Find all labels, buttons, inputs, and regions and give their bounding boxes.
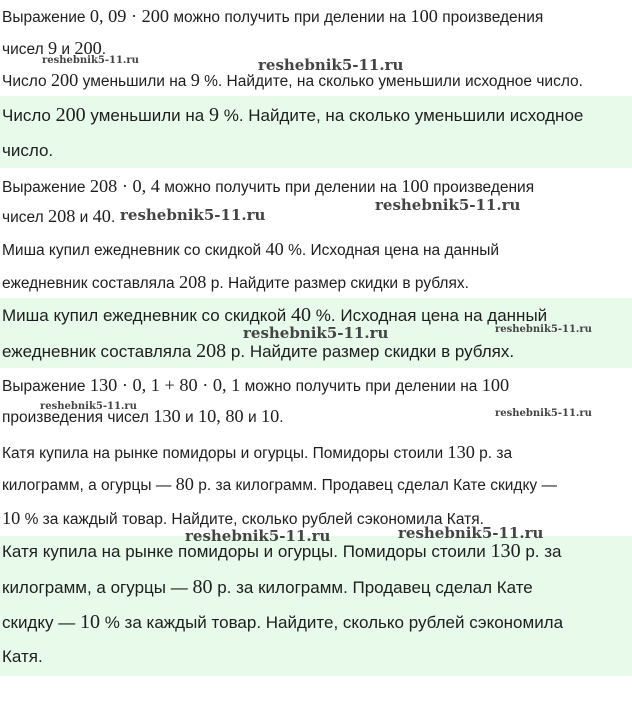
problem-line xyxy=(2,141,53,161)
math-number: 10, 80 xyxy=(197,406,244,426)
problem-line xyxy=(2,206,115,227)
math-number: 208 xyxy=(196,340,227,362)
math-expression: 130 · 0, 1 + 80 · 0, 1 xyxy=(89,375,241,395)
watermark: reshebnik5-11.ru xyxy=(243,324,389,342)
problem-line xyxy=(2,104,583,127)
watermark: reshebnik5-11.ru xyxy=(42,55,139,66)
math-number: 80 xyxy=(175,474,194,494)
watermark: reshebnik5-11.ru xyxy=(375,196,521,214)
math-number: 10 xyxy=(79,611,100,633)
problem-line xyxy=(2,340,514,363)
math-number: 130 xyxy=(490,540,521,562)
problem-line xyxy=(2,442,512,463)
text-segment: р. за xyxy=(474,445,513,462)
math-number: 100 xyxy=(410,6,438,26)
text-segment: Миша купил ежедневник со скидкой xyxy=(2,242,266,259)
math-number: 40 xyxy=(291,304,312,326)
text-segment: чисел xyxy=(2,41,48,58)
math-number: 40 xyxy=(92,206,111,226)
text-segment: р. за xyxy=(520,542,562,561)
text-segment: и xyxy=(57,41,75,58)
problem-line xyxy=(2,474,557,495)
text-segment: ежедневник составляла xyxy=(2,342,197,361)
math-number: 10 xyxy=(260,406,280,426)
text-segment: % за каждый товар. Найдите, сколько рублей сэкономила xyxy=(99,613,564,632)
text-segment: можно получить при делении на xyxy=(240,378,482,395)
math-number: 208 xyxy=(47,206,76,226)
watermark: reshebnik5-11.ru xyxy=(185,527,331,545)
text-segment: %. Найдите, на сколько уменьшили исходное число. xyxy=(199,73,583,90)
watermark: reshebnik5-11.ru xyxy=(120,206,266,224)
text-segment: Выражение xyxy=(2,179,90,196)
text-segment: % за каждый товар. Найдите, сколько рублей сэкономила Катя. xyxy=(20,511,484,528)
watermark: reshebnik5-11.ru xyxy=(40,401,137,412)
text-segment: произведения xyxy=(428,179,535,196)
text-segment: Выражение xyxy=(2,378,90,395)
watermark: reshebnik5-11.ru xyxy=(258,56,404,74)
math-number: 208 xyxy=(179,272,207,292)
text-segment: и xyxy=(75,209,93,226)
problem-line xyxy=(2,375,509,396)
text-segment: число. xyxy=(2,141,54,160)
text-segment: чисел xyxy=(2,209,48,226)
problem-line xyxy=(2,272,469,293)
text-segment: Число xyxy=(2,73,51,90)
watermark: reshebnik5-11.ru xyxy=(398,524,544,542)
problem-line xyxy=(2,647,43,667)
text-segment: килограмм, а огурцы — xyxy=(2,477,176,494)
text-segment: Катя купила на рынке помидоры и огурцы. Помидоры стоили xyxy=(2,445,448,462)
problem-block-9 xyxy=(0,536,632,676)
text-segment: р. за килограмм. Продавец сделал Кате xyxy=(212,578,533,597)
math-number: 9 xyxy=(47,38,58,58)
text-segment: можно получить при делении на xyxy=(169,9,411,26)
math-number: 200 xyxy=(74,38,102,58)
math-number: 10 xyxy=(2,508,21,528)
math-expression: 208 · 0, 4 xyxy=(89,176,160,196)
text-segment: можно получить при делении на xyxy=(159,179,402,196)
watermark: reshebnik5-11.ru xyxy=(495,408,592,419)
text-segment: . xyxy=(110,209,116,226)
text-segment: %. Исходная цена на данный xyxy=(311,306,548,325)
text-segment: р. Найдите размер скидки в рублях. xyxy=(206,275,469,292)
text-segment: Катя купила на рынке помидоры и огурцы. Помидоры стоили xyxy=(2,542,491,561)
text-segment: Выражение xyxy=(2,9,90,26)
math-number: 80 xyxy=(192,576,213,598)
problem-line xyxy=(2,611,563,634)
text-segment: р. Найдите размер скидки в рублях. xyxy=(226,342,515,361)
text-segment: . xyxy=(101,41,107,58)
text-segment: уменьшили на xyxy=(78,73,191,90)
text-segment: уменьшили на xyxy=(85,106,209,125)
text-segment: %. Найдите, на сколько уменьшили исходное xyxy=(219,106,584,125)
problem-line xyxy=(2,6,543,27)
text-segment: Катя. xyxy=(2,647,43,666)
math-number: 100 xyxy=(481,375,510,395)
text-segment: произведения xyxy=(437,9,544,26)
math-number: 130 xyxy=(153,406,181,426)
problem-block-5 xyxy=(0,234,632,298)
problem-line xyxy=(2,576,533,599)
problem-block-8 xyxy=(0,434,632,534)
math-number: 130 xyxy=(447,442,475,462)
text-segment: и xyxy=(180,409,198,426)
math-number: 100 xyxy=(401,176,429,196)
text-segment: . xyxy=(279,409,284,426)
math-number: 200 xyxy=(55,104,86,126)
text-segment: Число xyxy=(2,106,56,125)
math-number: 9 xyxy=(208,104,219,126)
text-segment: килограмм, а огурцы — xyxy=(2,578,193,597)
text-segment: ежедневник составляла xyxy=(2,275,179,292)
text-segment: произведения чисел xyxy=(2,409,154,426)
problem-line xyxy=(2,176,534,197)
text-segment: р. за килограмм. Продавец сделал Кате скидку — xyxy=(193,477,557,494)
problem-line xyxy=(2,239,499,260)
watermark: reshebnik5-11.ru xyxy=(495,324,592,335)
text-segment: скидку — xyxy=(2,613,80,632)
math-number: 40 xyxy=(265,239,284,259)
math-number: 200 xyxy=(50,70,79,90)
text-segment: и xyxy=(243,409,261,426)
text-segment: Миша купил ежедневник со скидкой xyxy=(2,306,292,325)
math-number: 9 xyxy=(190,70,200,90)
problem-block-4 xyxy=(0,168,632,234)
problem-block-3 xyxy=(0,96,632,168)
text-segment: %. Исходная цена на данный xyxy=(283,242,500,259)
math-expression: 0, 09 · 200 xyxy=(89,6,170,26)
